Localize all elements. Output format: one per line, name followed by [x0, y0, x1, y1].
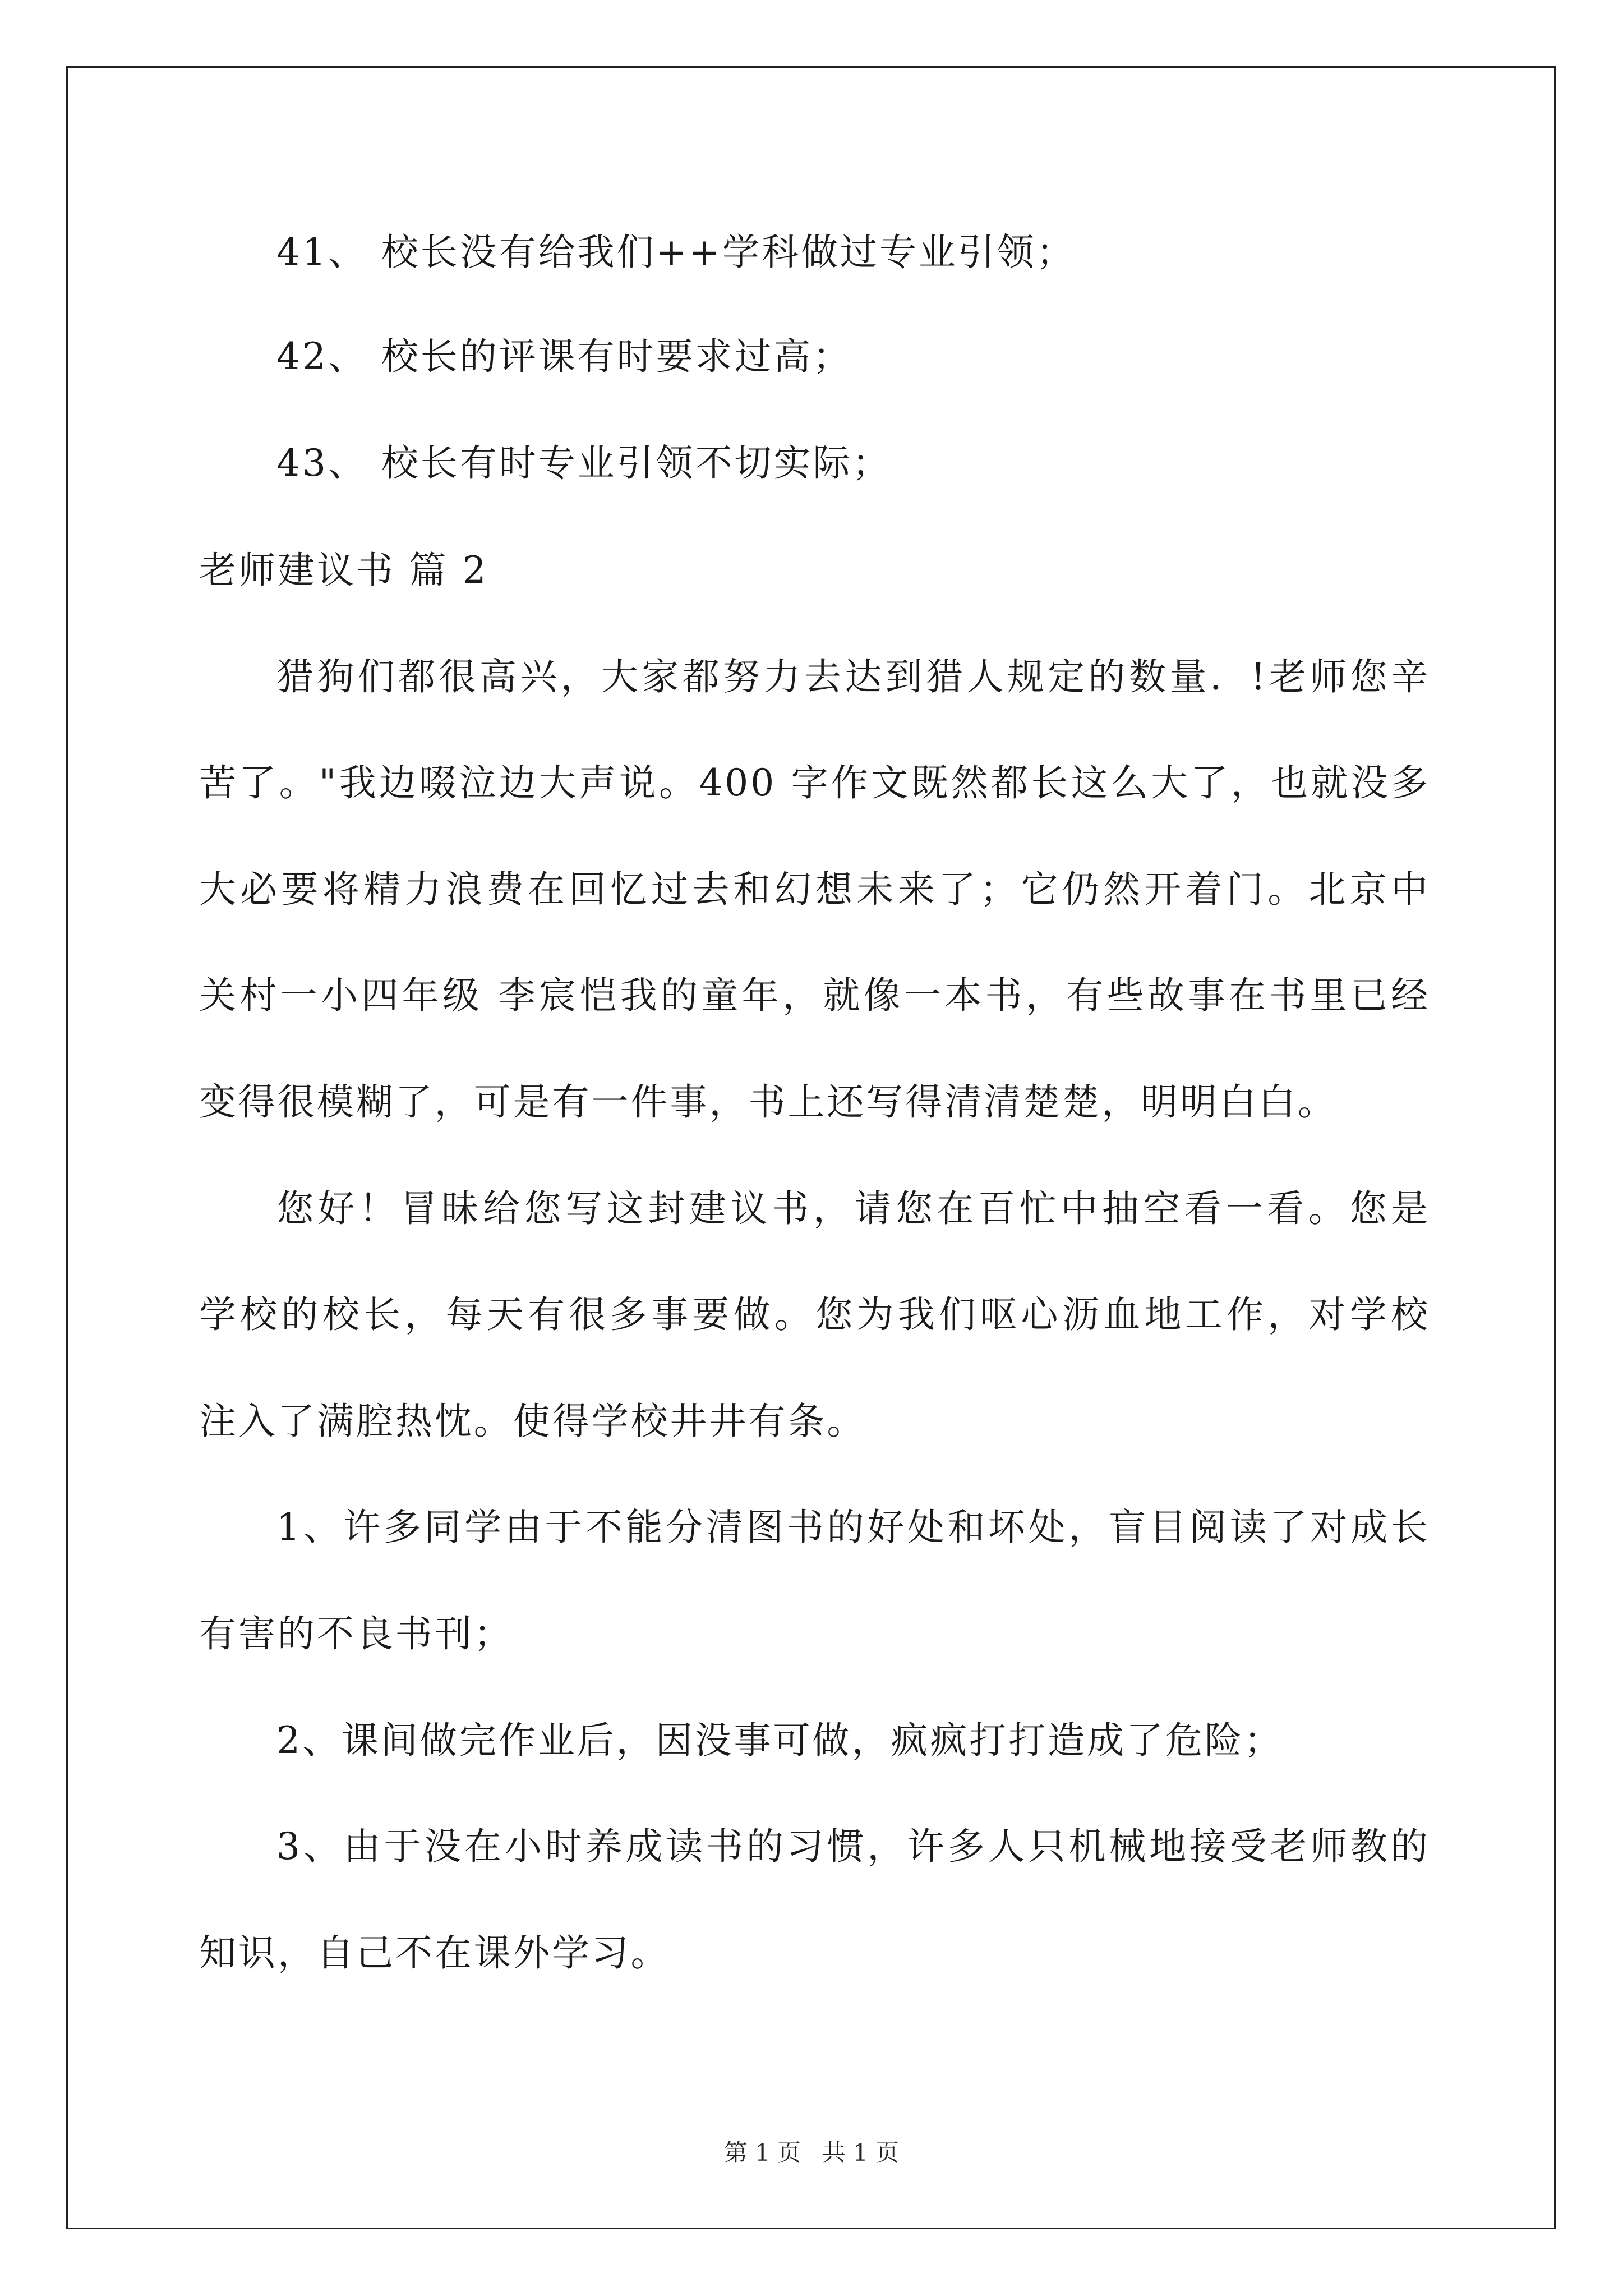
text-line: 注入了满腔热忱。使得学校井井有条。 [199, 1400, 866, 1443]
page-border [66, 66, 1556, 2229]
text-line: 变得很模糊了，可是有一件事，书上还写得清清楚楚，明明白白。 [199, 1080, 1337, 1124]
text-line: 3、由于没在小时养成读书的习惯，许多人只机械地接受老师教的 [276, 1825, 1430, 1868]
text-line: 41、 校长没有给我们++学科做过专业引领； [276, 231, 1076, 274]
text-line: 43、 校长有时专业引领不切实际； [276, 441, 892, 485]
page-footer [0, 2134, 1623, 2168]
text-line: 有害的不良书刊； [199, 1612, 513, 1655]
text-line: 1、许多同学由于不能分清图书的好处和坏处，盲目阅读了对成长 [276, 1506, 1430, 1549]
page-total: 共 1 页 [822, 2139, 900, 2166]
text-line: 猎狗们都很高兴，大家都努力去达到猎人规定的数量．!老师您辛 [276, 655, 1430, 698]
page-number: 第 1 页 [723, 2139, 801, 2166]
section-heading: 老师建议书 篇 2 [199, 549, 488, 592]
text-line: 知识，自己不在课外学习。 [199, 1931, 670, 1975]
text-line: 您好！冒昧给您写这封建议书，请您在百忙中抽空看一看。您是 [276, 1187, 1430, 1230]
text-line: 42、 校长的评课有时要求过高； [276, 335, 852, 378]
text-line: 关村一小四年级 李宸恺我的童年，就像一本书，有些故事在书里已经 [199, 974, 1430, 1017]
text-line: 学校的校长，每天有很多事要做。您为我们呕心沥血地工作，对学校 [199, 1293, 1430, 1336]
text-line: 2、课间做完作业后，因没事可做，疯疯打打造成了危险； [276, 1719, 1283, 1762]
text-line: 大必要将精力浪费在回忆过去和幻想未来了；它仍然开着门。北京中 [199, 868, 1430, 911]
text-line: 苦了。"我边啜泣边大声说。400 字作文既然都长这么大了，也就没多 [199, 761, 1430, 804]
